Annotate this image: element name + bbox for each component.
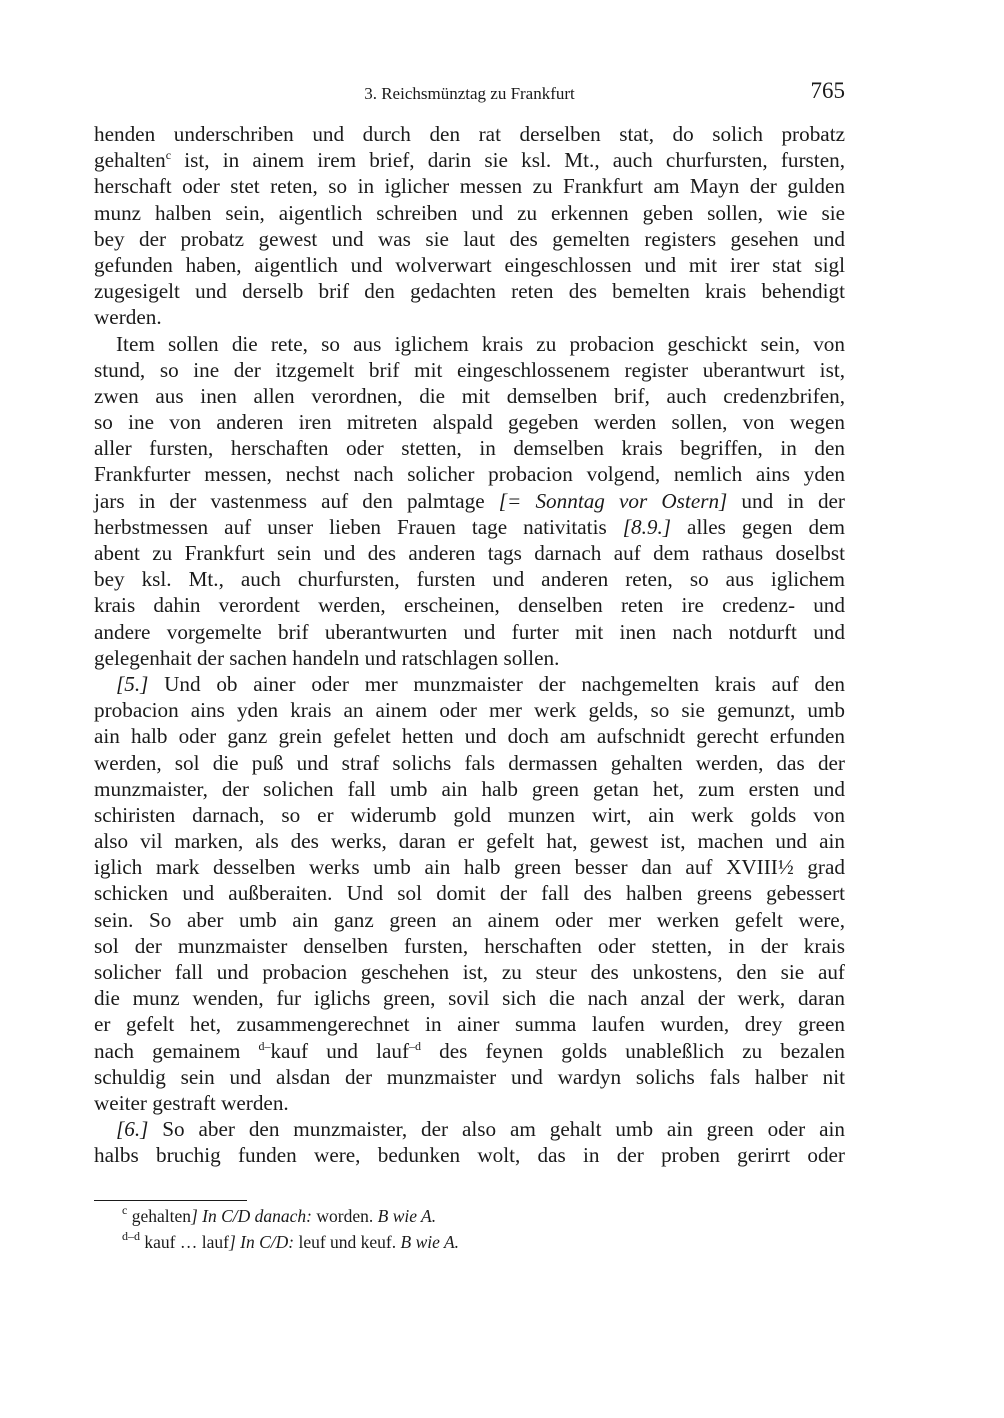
text-line [94,1116,845,1142]
text-line [94,1090,845,1116]
footnote-lemma: kauf … lauf [140,1232,229,1252]
text-line [94,409,845,435]
line-text: und in der [727,488,845,513]
text-line [94,907,845,933]
footnote-rule [94,1200,247,1201]
line-text: herschaft oder stet reten, so in iglicher messen zu Frankfurt am Mayn der gulden [94,174,845,199]
line-text: stund, so ine der itzgemelt brif mit eingeschlossenem register uberantwurt ist, [94,357,845,382]
footnotes [122,1203,459,1255]
editorial-insertion: [8.9.] [622,514,672,539]
text-line [94,959,845,985]
line-text: Item sollen die rete, so aus iglichem krais zu probacion geschickt sein, von [116,331,845,356]
footnote [122,1229,459,1255]
line-text: bey ksl. Mt., auch churfursten, fursten und anderen reten, so aus iglichem [94,567,845,592]
line-text: werden. [94,305,162,330]
footnote-mark: c [122,1203,128,1217]
page-number: 765 [810,78,845,103]
text-line [94,671,845,697]
text-line [94,357,845,383]
text-line [94,880,845,906]
footnote-sigla: B wie A. [373,1206,437,1226]
text-line [94,173,845,199]
line-text: schiristen darnach, so er widerumb gold munzen wirt, ain werk golds von [94,802,845,827]
text-line [94,331,845,357]
line-text: ain halb oder ganz grein gefelet hetten und doch am aufschnidt gerecht erfunden [94,724,845,749]
text-line [94,985,845,1011]
line-text: krais dahin verordent werden, erscheinen, denselben reten ire credenz- und [94,593,845,618]
text-line [94,592,845,618]
text-line [94,252,845,278]
text-line [94,226,845,252]
line-text: also vil marken, als des werks, daran er gefelt hat, gewest ist, machen und ain [94,829,845,854]
text-line [94,121,845,147]
line-text: henden underschriben und durch den rat derselben stat, do solich probatz [94,122,845,146]
footnote-sigla: B wie A. [396,1232,460,1252]
text-line [94,461,845,487]
line-text: schicken und außberaiten. Und sol domit der fall des halben greens gebessert [94,881,845,906]
text-line [94,278,845,304]
line-text: so ine von anderen iren mitreten alspald gegeben werden sollen, von wegen [94,410,845,435]
text-line [94,566,845,592]
line-text: gelegenhait der sachen handeln und ratschlagen sollen. [94,645,560,670]
line-text: des feynen golds unableßlich zu bezalen [421,1038,845,1063]
line-text: halbs bruchig funden were, bedunken wolt, das in der proben gerirrt oder [94,1143,845,1168]
line-text: kauf und lauf [270,1038,410,1063]
line-text: weiter gestraft werden. [94,1090,289,1115]
text-line [94,697,845,723]
text-line [94,645,845,671]
line-text: schuldig sein und alsdan der munzmaister und wardyn solichs fals halber nit [94,1064,845,1089]
footnote-marker: –d [409,1038,422,1053]
line-text: alles gegen dem [671,514,845,539]
footnote-lemma: gehalten [127,1206,191,1226]
footnote-apparatus: ] In C/D danach: [190,1206,313,1226]
line-text: munz halben sein, aigentlich schreiben und zu erkennen geben sollen, wie sie [94,200,845,225]
line-text: munzmaister, der solichen fall umb ain halb green getan het, zum ersten und [94,776,845,801]
section-number: [5.] [116,671,149,696]
text-line [94,304,845,330]
text-line [94,147,845,173]
line-text: iglich mark desselben werks umb ain halb green besser dan auf XVIII½ grad [94,855,845,880]
line-text: nach gemainem [94,1038,259,1063]
text-line [94,1011,845,1037]
text-line [94,514,845,540]
editorial-insertion: [= Sonntag vor Ostern] [498,488,728,513]
footnote-marker: d– [258,1038,271,1053]
text-line [94,1142,845,1168]
line-text: gefunden haben, aigentlich und wolverwart eingeschlossen und mit irer stat sigl [94,252,845,277]
line-text: sein. So aber umb ain ganz green an ainem oder mer werken gefelt were, [94,907,845,932]
line-text: andere vorgemelte brif uberantwurten und furter mit inen nach notdurft und [94,619,845,644]
line-text: bey der probatz gewest und was sie laut des gemelten registers gesehen und [94,226,845,251]
line-text: gehalten [94,148,166,173]
line-text: So aber den munzmaister, der also am gehalt umb ain green oder ain [148,1117,845,1142]
text-line [94,488,845,514]
text-line [94,776,845,802]
line-text: aller fursten, herschaften oder stetten, in demselben krais begriffen, in den [94,436,845,461]
footnote [122,1203,459,1229]
line-text: jars in der vastenmess auf den palmtage [94,488,499,513]
footnote-marker: c [165,148,172,163]
text-line [94,435,845,461]
text-line [94,383,845,409]
footnote-apparatus: ] In C/D: [228,1232,295,1252]
line-text: Frankfurter messen, nechst nach solicher probacion volgend, nemlich ains yden [94,462,845,487]
text-line [94,1038,845,1064]
section-number: [6.] [116,1117,149,1142]
line-text: die munz wenden, fur iglichs green, sovil sich die nach anzal der werk, daran [94,986,845,1011]
body-text [94,121,845,1169]
line-text: Und ob ainer oder mer munzmaister der nachgemelten krais auf den [148,671,845,696]
text-line [94,854,845,880]
text-line [94,1064,845,1090]
text-line [94,723,845,749]
footnote-mark: d–d [122,1229,140,1243]
line-text: solicher fall und probacion geschehen ist, zu steur des unkostens, den sie auf [94,960,845,984]
line-text: sol der munzmaister denselben fursten, herschaften oder stetten, in der krais [94,933,845,958]
line-text: herbstmessen auf unser lieben Frauen tage nativitatis [94,514,623,539]
running-title: 3. Reichsmünztag zu Frankfurt [364,84,575,103]
text-line [94,200,845,226]
text-line [94,619,845,645]
text-line [94,933,845,959]
footnote-reading: leuf und keuf. [294,1232,397,1252]
text-line [94,802,845,828]
line-text: probacion ains yden krais an ainem oder mer werk gelds, so sie gemunzt, umb [94,698,845,723]
text-line [94,750,845,776]
line-text: abent zu Frankfurt sein und des anderen tags darnach auf dem rathaus doselbst [94,541,845,565]
line-text: werden, sol die puß und straf solichs fals dermassen gehalten werden, das der [94,750,845,775]
text-line [94,828,845,854]
text-line [94,540,845,566]
page-header [94,78,845,110]
line-text: zwen aus inen allen verordnen, die mit demselben brif, auch credenzbrifen, [94,383,845,408]
footnote-reading: worden. [312,1206,374,1226]
line-text: zugesigelt und derselb brif den gedachten reten des bemelten krais behendigt [94,279,845,304]
line-text: er gefelt het, zusammengerechnet in ainer summa laufen wurden, drey green [94,1012,845,1037]
line-text: ist, in ainem irem brief, darin sie ksl. Mt., auch churfursten, fursten, [171,148,845,173]
